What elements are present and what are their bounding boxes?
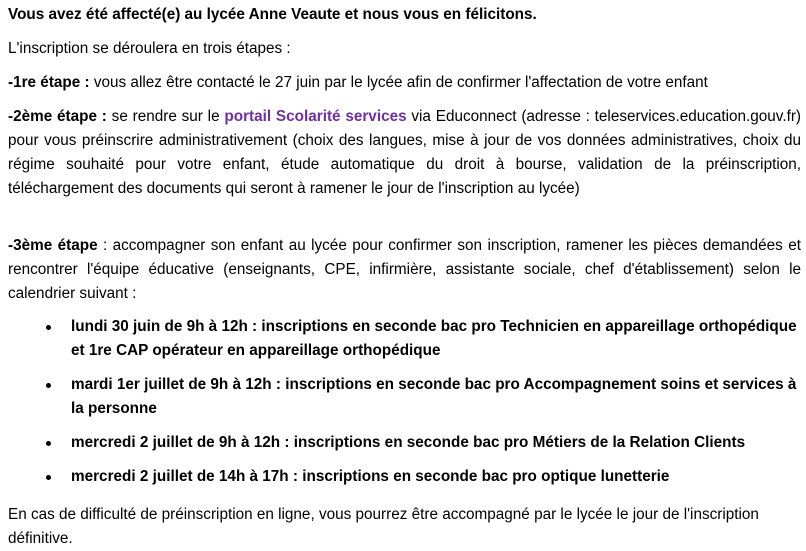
schedule-item-text: mercredi 2 juillet de 9h à 12h : inscriptions en seconde bac pro Métiers de la Relation Clients (71, 434, 746, 451)
bullet-icon (46, 441, 51, 446)
bullet-icon (46, 383, 51, 388)
bullet-icon (46, 325, 51, 330)
step-3-label: -3ème étape (8, 237, 98, 254)
step-1-label: -1re étape : (8, 74, 90, 91)
schedule-item-text: mercredi 2 juillet de 14h à 17h : inscriptions en seconde bac pro optique lunetterie (71, 468, 670, 485)
schedule-item-text: lundi 30 juin de 9h à 12h : inscriptions en seconde bac pro Technicien en appareillage orthopédique et 1re CAP opérateur en appareillage orthopédique (71, 318, 797, 359)
step-2-paragraph (8, 105, 801, 201)
step-3-text: : accompagner son enfant au lycée pour confirmer son inscription, ramener les pièces demandées et rencontrer l'équipe éducative (enseignants, CPE, infirmière, assistante sociale, chef d'établissement) selon le calendrier suivant : (8, 237, 801, 302)
schedule-item-text: mardi 1er juillet de 9h à 12h : inscriptions en seconde bac pro Accompagnement soins et services à la personne (71, 376, 797, 417)
list-item (8, 431, 801, 455)
list-item (8, 465, 801, 489)
step-1-paragraph (8, 71, 801, 95)
list-item (8, 315, 801, 363)
document-heading (8, 3, 801, 27)
step-3-paragraph (8, 234, 801, 306)
footer-paragraph: En cas de difficulté de préinscription en ligne, vous pourrez être accompagné par le lycée le jour de l'inscription définitive. (8, 506, 759, 547)
intro-paragraph: L'inscription se déroulera en trois étapes : (8, 40, 291, 57)
step-2-text-before: se rendre sur le (106, 108, 225, 125)
bullet-icon (46, 475, 51, 480)
step-2-text-after: via Educonnect (adresse : teleservices.education.gouv.fr) pour vous préinscrire administrativement (choix des langues, mise à jour de vos données administratives, choix du régime souhaité pour votre enfant, étude automatique du droit à bourse, validation de la préinscription, téléchargement des documents qui seront à ramener le jour de l'inscription au lycée) (8, 108, 802, 197)
scolarite-services-portal-link[interactable]: portail Scolarité services (224, 108, 407, 125)
step-1-text: vous allez être contacté le 27 juin par le lycée afin de confirmer l'affectation de votre enfant (89, 74, 708, 91)
registration-schedule-list (8, 315, 801, 499)
list-item (8, 373, 801, 421)
step-2-label: -2ème étape : (8, 108, 107, 125)
heading-text: Vous avez été affecté(e) au lycée Anne Veaute et nous vous en félicitons. (8, 6, 537, 23)
